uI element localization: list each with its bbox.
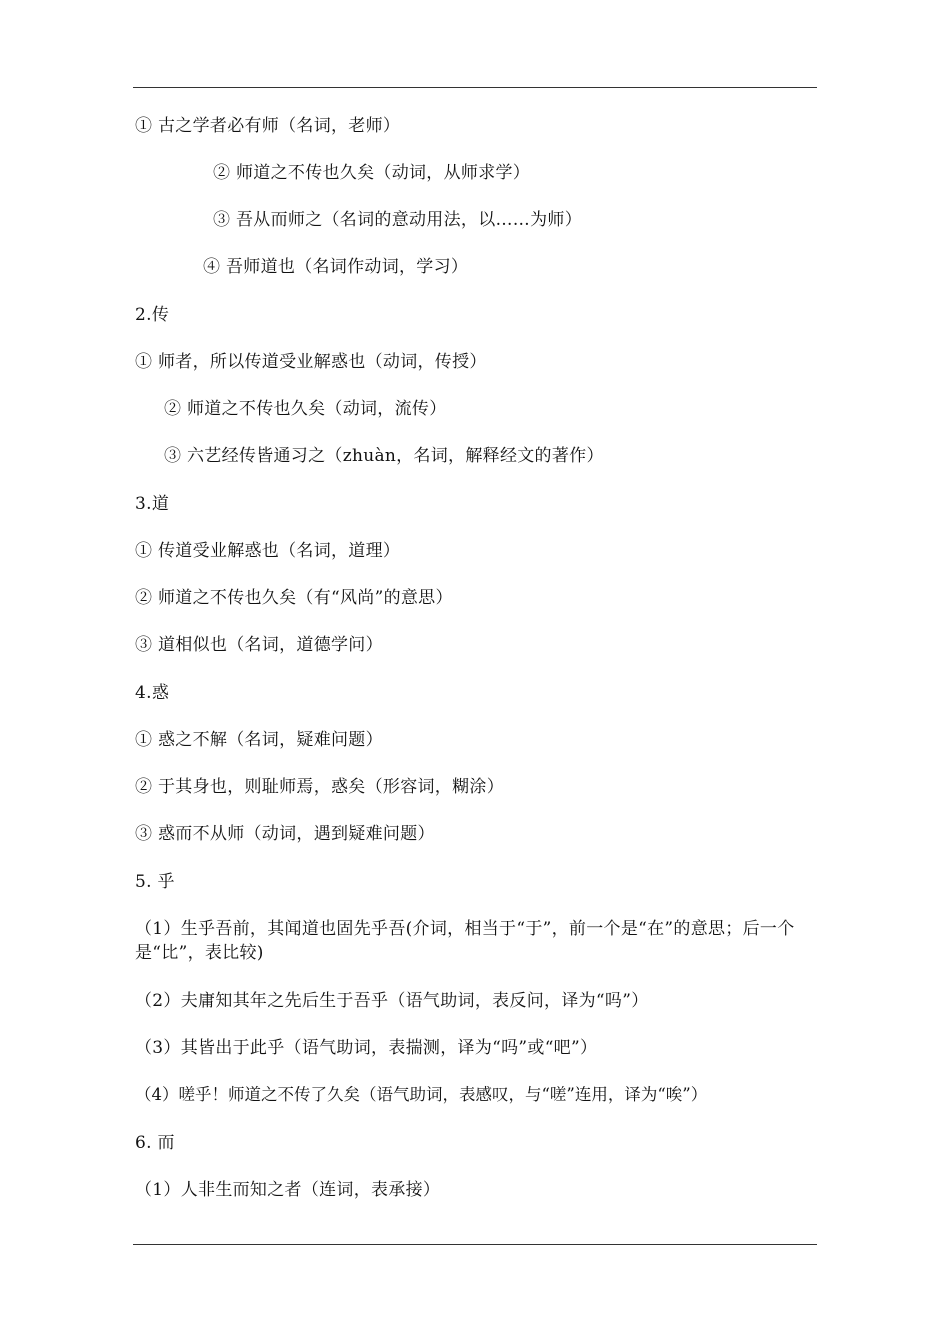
text-line: ② 师道之不传也久矣（有“风尚”的意思） bbox=[135, 588, 453, 608]
text-line: ① 师者，所以传道受业解惑也（动词，传授） bbox=[135, 352, 487, 372]
text-line: ① 古之学者必有师（名词，老师） bbox=[135, 116, 401, 136]
text-line: （2）夫庸知其年之先后生于吾乎（语气助词，表反问，译为“吗”） bbox=[135, 991, 649, 1011]
text-paragraph: （1）生乎吾前，其闻道也固先乎吾(介词，相当于“于”，前一个是“在”的意思；后一个是“比”，表比较) bbox=[135, 919, 795, 963]
text-line: ③ 吾从而师之（名词的意动用法，以……为师） bbox=[213, 210, 583, 230]
footer-rule bbox=[133, 1244, 817, 1245]
section-heading: 2.传 bbox=[135, 305, 170, 325]
text-line: ③ 六艺经传皆通习之（zhuàn，名词，解释经文的著作） bbox=[164, 446, 604, 466]
text-line: ② 于其身也，则耻师焉，惑矣（形容词，糊涂） bbox=[135, 777, 505, 797]
section-heading: 5. 乎 bbox=[135, 872, 175, 892]
text-line: ③ 惑而不从师（动词，遇到疑难问题） bbox=[135, 824, 435, 844]
text-line: ② 师道之不传也久矣（动词，流传） bbox=[164, 399, 447, 419]
text-line: （4）嗟乎！师道之不传了久矣（语气助词，表感叹，与“嗟”连用，译为“唉”） bbox=[135, 1085, 708, 1104]
text-line: （1）人非生而知之者（连词，表承接） bbox=[135, 1180, 441, 1200]
text-line: （3）其皆出于此乎（语气助词，表揣测，译为“吗”或“吧”） bbox=[135, 1038, 598, 1058]
text-line: ④ 吾师道也（名词作动词，学习） bbox=[203, 257, 469, 277]
text-line: ① 惑之不解（名词，疑难问题） bbox=[135, 730, 383, 750]
text-line: ③ 道相似也（名词，道德学问） bbox=[135, 635, 383, 655]
section-heading: 3.道 bbox=[135, 494, 170, 514]
section-heading: 6. 而 bbox=[135, 1133, 175, 1153]
section-heading: 4.惑 bbox=[135, 683, 170, 703]
text-line: ① 传道受业解惑也（名词，道理） bbox=[135, 541, 401, 561]
text-line: ② 师道之不传也久矣（动词，从师求学） bbox=[213, 163, 531, 183]
